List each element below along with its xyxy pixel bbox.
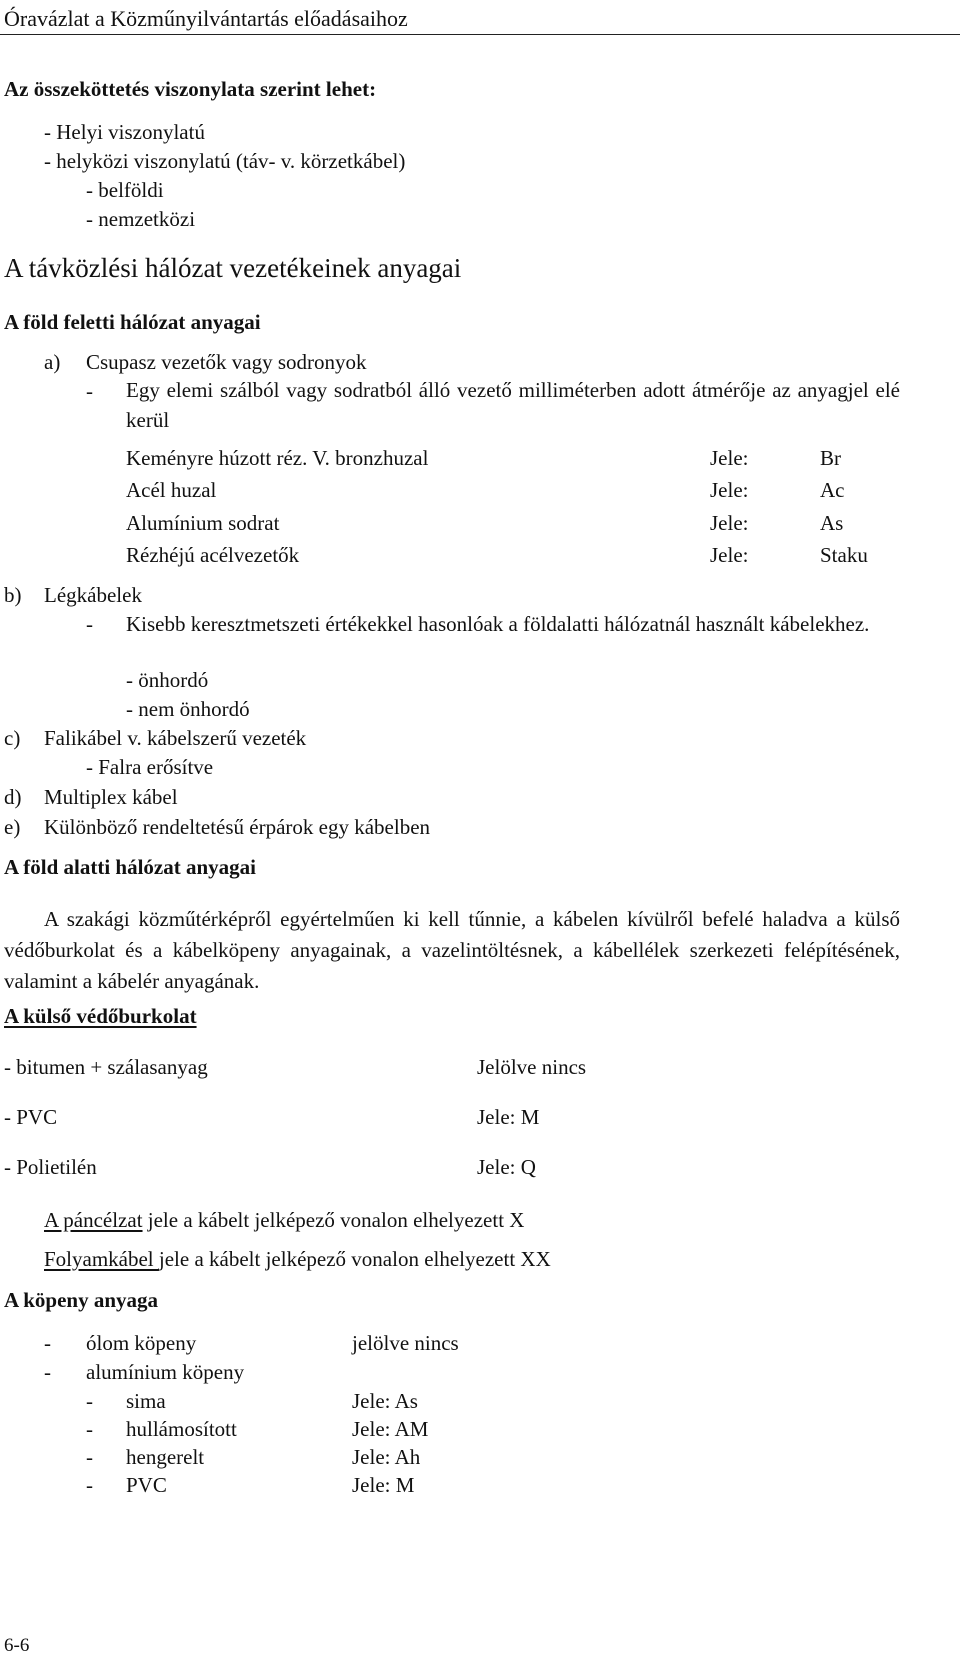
list-item: - Helyi viszonylatú — [44, 120, 205, 144]
armor-note — [44, 1210, 524, 1231]
header-divider — [0, 34, 960, 35]
section-heading-outer-cover: A külső védőburkolat — [4, 1004, 197, 1028]
sheath-subname: hengerelt — [126, 1445, 205, 1469]
dash: - — [44, 1331, 51, 1355]
armor-desc: jele a kábelt jelképező vonalon elhelyezett X — [142, 1208, 525, 1232]
dash: - — [86, 1473, 93, 1497]
list-subitem: - nem önhordó — [126, 697, 250, 721]
cover-name: - bitumen + szálasanyag — [4, 1055, 208, 1079]
material-code: Ac — [820, 478, 845, 502]
list-item: - helyközi viszonylatú (táv- v. körzetkábel) — [44, 149, 406, 173]
material-code: As — [820, 511, 844, 535]
dash: - — [86, 1445, 93, 1469]
item-desc-b: Kisebb keresztmetszeti értékekkel hasonlóak a földalatti hálózatnál használt kábelekhez. — [126, 612, 870, 636]
sheath-submark: Jele: As — [352, 1389, 418, 1413]
sheath-name: alumínium köpeny — [86, 1360, 245, 1384]
sheath-subname: sima — [126, 1389, 166, 1413]
section-heading-underground: A föld alatti hálózat anyagai — [4, 855, 257, 879]
item-label-a: a) — [44, 350, 61, 374]
material-jele: Jele: — [710, 543, 749, 567]
cover-name: - Polietilén — [4, 1155, 97, 1179]
sheath-name: ólom köpeny — [86, 1331, 197, 1355]
list-subitem: - nemzetközi — [86, 207, 196, 231]
cover-mark: Jele: Q — [477, 1155, 536, 1179]
underground-paragraph: A szakági közműtérképről egyértelműen ki kell tűnnie, a kábelen kívülről befelé haladva a külső védőburkolat és a kábelköpeny anyagainak, a vazelintöltésnek, a kábellélek szerkezeti felépítésének, valamint a kábelér anyagának. — [4, 907, 900, 993]
river-cable-term: Folyamkábel — [44, 1247, 159, 1271]
section-title-materials: A távközlési hálózat vezetékeinek anyagai — [4, 253, 462, 283]
sheath-subname: PVC — [126, 1473, 167, 1497]
section-heading-overhead: A föld feletti hálózat anyagai — [4, 310, 261, 334]
dash: - — [44, 1360, 51, 1384]
dash: - — [86, 1417, 93, 1441]
material-jele: Jele: — [710, 511, 749, 535]
item-text-b: Légkábelek — [44, 583, 142, 607]
material-name: Keményre húzott réz. V. bronzhuzal — [126, 446, 429, 470]
item-label-d: d) — [4, 785, 22, 809]
list-subitem: - belföldi — [86, 178, 164, 202]
material-name: Alumínium sodrat — [126, 511, 280, 535]
list-subitem: - önhordó — [126, 668, 209, 692]
item-label-c: c) — [4, 726, 21, 750]
material-jele: Jele: — [710, 446, 749, 470]
cover-mark: Jele: M — [477, 1105, 540, 1129]
sheath-submark: Jele: M — [352, 1473, 415, 1497]
page-number: 6-6 — [4, 1635, 30, 1656]
dash: - — [86, 379, 93, 403]
material-code: Staku — [820, 543, 868, 567]
sheath-subname: hullámosított — [126, 1417, 237, 1441]
material-name: Rézhéjú acélvezetők — [126, 543, 300, 567]
item-text-e: Különböző rendeltetésű érpárok egy kábelben — [44, 815, 431, 839]
item-label-b: b) — [4, 583, 22, 607]
item-text-d: Multiplex kábel — [44, 785, 178, 809]
section-heading-connection: Az összeköttetés viszonylata szerint lehet: — [4, 77, 377, 101]
sheath-mark: jelölve nincs — [352, 1331, 459, 1355]
armor-term: A páncélzat — [44, 1208, 143, 1232]
river-cable-note — [44, 1249, 551, 1270]
item-desc-a: Egy elemi szálból vagy sodratból álló vezető milliméterben adott átmérője az anyagjel elé kerül — [126, 378, 900, 432]
sheath-submark: Jele: AM — [352, 1417, 429, 1441]
dash: - — [86, 612, 93, 636]
material-code: Br — [820, 446, 841, 470]
cover-mark: Jelölve nincs — [477, 1055, 587, 1079]
item-label-e: e) — [4, 815, 21, 839]
list-subitem: - Falra erősítve — [86, 755, 214, 779]
item-text-c: Falikábel v. kábelszerű vezeték — [44, 726, 307, 750]
material-jele: Jele: — [710, 478, 749, 502]
item-text-a: Csupasz vezetők vagy sodronyok — [86, 350, 367, 374]
page-header-title: Óravázlat a Közműnyilvántartás előadásaihoz — [4, 6, 408, 31]
sheath-submark: Jele: Ah — [352, 1445, 421, 1469]
river-cable-desc: jele a kábelt jelképező vonalon elhelyezett XX — [158, 1247, 551, 1271]
section-heading-sheath: A köpeny anyaga — [4, 1288, 159, 1312]
material-name: Acél huzal — [126, 478, 217, 502]
dash: - — [86, 1389, 93, 1413]
cover-name: - PVC — [4, 1105, 58, 1129]
